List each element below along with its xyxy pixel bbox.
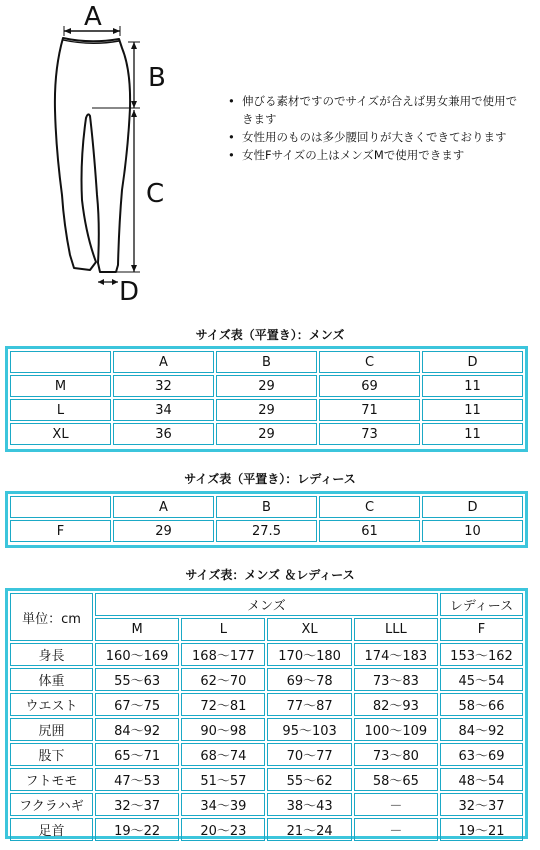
label-a: A: [84, 2, 102, 32]
cell: 73: [319, 423, 420, 445]
cell: 32〜37: [95, 793, 179, 816]
cell: 73〜80: [354, 743, 438, 766]
cell: 153〜162: [440, 643, 523, 666]
cell: 61: [319, 520, 420, 542]
mens-table-caption: サイズ表（平置き）：メンズ: [195, 328, 345, 342]
cell: 27.5: [216, 520, 317, 542]
ladies-table-caption: サイズ表（平置き）：レディース: [184, 472, 356, 486]
cell: 21〜24: [267, 818, 351, 841]
table-row: [10, 768, 523, 791]
cell: 51〜57: [181, 768, 265, 791]
ladies-size-table: [5, 491, 528, 548]
cell: 160〜169: [95, 643, 179, 666]
table-row: [10, 423, 523, 445]
cell: 11: [422, 399, 523, 421]
cell: 100〜109: [354, 718, 438, 741]
cell: 70〜77: [267, 743, 351, 766]
cell: 69: [319, 375, 420, 397]
label-c: C: [146, 179, 165, 209]
cell: 10: [422, 520, 523, 542]
table-row: [10, 375, 523, 397]
cell: 63〜69: [440, 743, 523, 766]
header-cell: D: [422, 496, 523, 518]
size-header: F: [440, 618, 523, 641]
row-label: ウエスト: [10, 693, 93, 716]
group-mens: メンズ: [95, 593, 438, 616]
header-cell: A: [113, 496, 214, 518]
cell: －: [354, 793, 438, 816]
cell: 55〜63: [95, 668, 179, 691]
header-cell: C: [319, 496, 420, 518]
table-row: [10, 668, 523, 691]
unit-label: 単位：cm: [10, 593, 93, 641]
row-label: 体重: [10, 668, 93, 691]
cell: 170〜180: [267, 643, 351, 666]
row-label: 股下: [10, 743, 93, 766]
cell: 36: [113, 423, 214, 445]
cell: 58〜66: [440, 693, 523, 716]
table-row: [10, 693, 523, 716]
cell: 62〜70: [181, 668, 265, 691]
label-d: D: [119, 277, 140, 305]
cell: －: [354, 818, 438, 841]
cell: 82〜93: [354, 693, 438, 716]
cell: 84〜92: [440, 718, 523, 741]
row-label: L: [10, 399, 111, 421]
cell: 48〜54: [440, 768, 523, 791]
cell: 29: [216, 399, 317, 421]
cell: 67〜75: [95, 693, 179, 716]
cell: 32〜37: [440, 793, 523, 816]
cell: 34: [113, 399, 214, 421]
cell: 20〜23: [181, 818, 265, 841]
size-header: XL: [267, 618, 351, 641]
row-label: フクラハギ: [10, 793, 93, 816]
cell: 47〜53: [95, 768, 179, 791]
cell: 65〜71: [95, 743, 179, 766]
row-label: フトモモ: [10, 768, 93, 791]
cell: 11: [422, 375, 523, 397]
combined-table-caption: サイズ表：メンズ ＆レディース: [185, 568, 355, 582]
cell: 29: [216, 375, 317, 397]
cell: 68〜74: [181, 743, 265, 766]
row-label: 身長: [10, 643, 93, 666]
cell: 73〜83: [354, 668, 438, 691]
cell: 77〜87: [267, 693, 351, 716]
table-header-row: [10, 351, 523, 373]
header-cell: A: [113, 351, 214, 373]
cell: 38〜43: [267, 793, 351, 816]
cell: 168〜177: [181, 643, 265, 666]
tights-measurement-diagram: [0, 0, 230, 305]
cell: 174〜183: [354, 643, 438, 666]
label-b: B: [148, 63, 166, 93]
combined-size-table: [5, 588, 528, 839]
header-cell: B: [216, 351, 317, 373]
cell: 19〜21: [440, 818, 523, 841]
table-row: [10, 793, 523, 816]
header-cell: [10, 496, 111, 518]
table-row: [10, 718, 523, 741]
notes: [228, 92, 518, 164]
table-row: [10, 743, 523, 766]
cell: 69〜78: [267, 668, 351, 691]
cell: 34〜39: [181, 793, 265, 816]
cell: 84〜92: [95, 718, 179, 741]
row-label: M: [10, 375, 111, 397]
size-header: L: [181, 618, 265, 641]
table-row: [10, 643, 523, 666]
cell: 32: [113, 375, 214, 397]
header-cell: D: [422, 351, 523, 373]
group-header-row: [10, 593, 523, 616]
cell: 95〜103: [267, 718, 351, 741]
mens-size-table: [5, 346, 528, 452]
size-header: LLL: [354, 618, 438, 641]
group-ladies: レディース: [440, 593, 523, 616]
note-item: • 女性Fサイズの上はメンズMで使用できます: [228, 146, 518, 164]
cell: 58〜65: [354, 768, 438, 791]
cell: 19〜22: [95, 818, 179, 841]
table-row: [10, 818, 523, 841]
header-cell: B: [216, 496, 317, 518]
row-label: 足首: [10, 818, 93, 841]
cell: 72〜81: [181, 693, 265, 716]
cell: 55〜62: [267, 768, 351, 791]
row-label: F: [10, 520, 111, 542]
note-item: • 女性用のものは多少腰回りが大きくできております: [228, 128, 518, 146]
cell: 29: [216, 423, 317, 445]
row-label: XL: [10, 423, 111, 445]
row-label: 尻囲: [10, 718, 93, 741]
cell: 71: [319, 399, 420, 421]
header-cell: C: [319, 351, 420, 373]
table-header-row: [10, 496, 523, 518]
note-item: • 伸びる素材ですのでサイズが合えば男女兼用で使用できます: [228, 92, 518, 128]
cell: 29: [113, 520, 214, 542]
table-row: [10, 520, 523, 542]
cell: 45〜54: [440, 668, 523, 691]
table-row: [10, 399, 523, 421]
cell: 90〜98: [181, 718, 265, 741]
size-header: M: [95, 618, 179, 641]
header-cell: [10, 351, 111, 373]
cell: 11: [422, 423, 523, 445]
